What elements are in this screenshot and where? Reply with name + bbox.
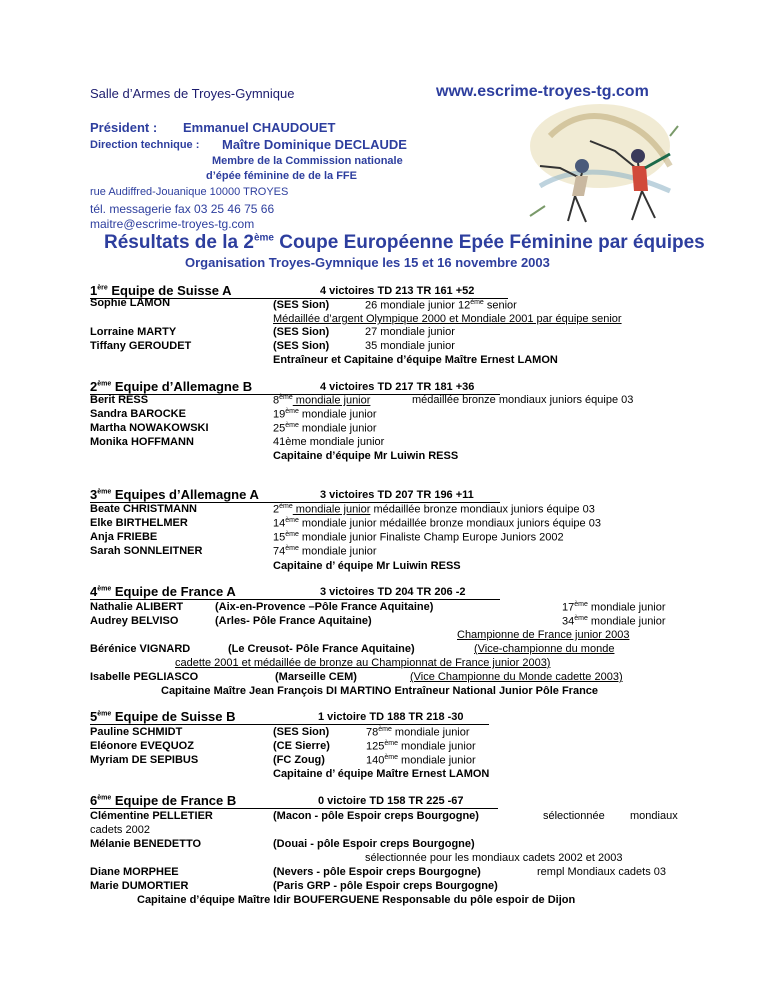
fencer-club: (Douai - pôle Espoir creps Bourgogne) [273,838,475,850]
fencer-detail: Médaillée d’argent Olympique 2000 et Mondiale 2001 par équipe senior [273,313,622,325]
fencer-name: Clémentine PELLETIER [90,810,213,822]
fencer-club: (SES Sion) [273,299,330,311]
fencer-detail: rempl Mondiaux cadets 03 [537,866,667,878]
team-captain: Entraîneur et Capitaine d’équipe Maître Ernest LAMON [273,354,558,366]
direction-label: Direction technique : [90,139,200,151]
fencer-name: Marie DUMORTIER [90,880,189,892]
club-name: Salle d’Armes de Troyes-Gymnique [90,86,295,101]
fencer-detail: 2ème mondiale junior médaillée bronze mondiaux juniors équipe 03 [273,503,595,516]
fencer-name: Diane MORPHEE [90,866,179,878]
fencer-detail: 15ème mondiale junior Finaliste Champ Europe Juniors 2002 [273,531,564,544]
fencer-club: (Macon - pôle Espoir creps Bourgogne) [273,810,479,822]
fencer-club: (Le Creusot- Pôle France Aquitaine) [228,643,415,655]
fencer-detail: médaillée bronze mondiaux juniors équipe 03 [412,394,634,406]
fencer-name: Sandra BAROCKE [90,408,186,420]
fencer-detail: sélectionnée pour les mondiaux cadets 2002 et 2003 [365,852,623,864]
fencer-club: (CE Sierre) [273,740,330,752]
website-link[interactable]: www.escrime-troyes-tg.com [436,83,649,100]
fencer-name: Sophie LAMON [90,297,171,309]
page-subtitle: Organisation Troyes-Gymnique les 15 et 16 novembre 2003 [185,255,550,270]
fencer-name: Monika HOFFMANN [90,436,194,448]
fencer-detail: cadets 2002 [90,824,150,836]
team-captain: Capitaine Maître Jean François DI MARTINO Entraîneur National Junior Pôle France [161,685,599,697]
fencer-club: (Paris GRP - pôle Espoir creps Bourgogne) [273,880,498,892]
address: rue Audiffred-Jouanique 10000 TROYES [90,186,289,198]
fencer-club: (FC Zoug) [273,754,325,766]
fencer-detail: (Vice-championne du monde [474,643,615,655]
fencer-detail: 25ème mondiale junior [273,422,377,435]
fencer-detail: Championne de France junior 2003 [457,629,630,641]
fencer-detail: 27 mondiale junior [365,326,455,338]
team-3-result: 3 victoires TD 207 TR 196 +11 [320,489,474,501]
fencer-detail: 26 mondiale junior 12ème senior [365,299,517,312]
team-5-result: 1 victoire TD 188 TR 218 -30 [318,711,464,723]
team-2-result: 4 victoires TD 217 TR 181 +36 [320,381,475,393]
fencer-club: (Nevers - pôle Espoir creps Bourgogne) [273,866,481,878]
fencer-name: Isabelle PEGLIASCO [90,671,199,683]
fencer-detail: 41ème mondiale junior [273,436,385,448]
team-6-heading: 6ème Equipe de France B [90,793,237,808]
fencers-illustration [520,96,685,231]
fencer-name: Myriam DE SEPIBUS [90,754,199,766]
fencer-name: Berit RESS [90,394,149,406]
fencer-name: Audrey BELVISO [90,615,179,627]
fencer-name: Elke BIRTHELMER [90,517,188,529]
fencer-club: (Arles- Pôle France Aquitaine) [215,615,372,627]
fencer-name: Tiffany GEROUDET [90,340,192,352]
team-4-result: 3 victoires TD 204 TR 206 -2 [320,586,466,598]
fencer-name: Sarah SONNLEITNER [90,545,203,557]
fencer-detail: 125ème mondiale junior [366,740,476,753]
fencer-detail: mondiaux [630,810,678,822]
fencer-detail: 74ème mondiale junior [273,545,377,558]
email-link[interactable]: maitre@escrime-troyes-tg.com [90,217,255,231]
fencer-detail: 19ème mondiale junior [273,408,377,421]
fencer-detail: 8ème mondiale junior [273,394,371,407]
fencer-detail: 14ème mondiale junior médaillée bronze mondiaux juniors équipe 03 [273,517,601,530]
president-name: Emmanuel CHAUDOUET [183,120,336,135]
fencer-detail: (Vice Championne du Monde cadette 2003) [410,671,623,683]
team-captain: Capitaine d’ équipe Mr Luiwin RESS [273,560,461,572]
president-label: Président : [90,120,158,135]
fencer-name: Bérénice VIGNARD [90,643,191,655]
commission-line-2: d’épée féminine de de la FFE [206,170,357,182]
phone: tél. messagerie fax 03 25 46 75 66 [90,202,275,216]
fencer-club: (Marseille CEM) [275,671,357,683]
fencer-detail: 17ème mondiale junior [562,601,666,614]
fencer-name: Eléonore EVEQUOZ [90,740,194,752]
team-3-heading: 3ème Equipes d’Allemagne A [90,487,259,502]
team-6-result: 0 victoire TD 158 TR 225 -67 [318,795,464,807]
fencer-name: Beate CHRISTMANN [90,503,197,515]
fencer-name: Mélanie BENEDETTO [90,838,202,850]
fencer-detail: 34ème mondiale junior [562,615,666,628]
page-title: Résultats de la 2ème Coupe Européenne Epée Féminine par équipes [104,232,705,253]
fencer-club: (SES Sion) [273,326,330,338]
fencer-detail: 78ème mondiale junior [366,726,470,739]
fencer-detail: 35 mondiale junior [365,340,455,352]
fencer-name: Nathalie ALIBERT [90,601,184,613]
team-captain: Capitaine d’équipe Mr Luiwin RESS [273,450,459,462]
team-captain: Capitaine d’ équipe Maître Ernest LAMON [273,768,490,780]
fencer-name: Pauline SCHMIDT [90,726,183,738]
fencer-detail: 140ème mondiale junior [366,754,476,767]
fencer-club: (SES Sion) [273,340,330,352]
team-1-result: 4 victoires TD 213 TR 161 +52 [320,285,475,297]
fencer-name: Martha NOWAKOWSKI [90,422,209,434]
commission-line-1: Membre de la Commission nationale [212,155,403,167]
fencer-detail: sélectionnée [543,810,605,822]
fencer-name: Anja FRIEBE [90,531,158,543]
fencer-detail: cadette 2001 et médaillée de bronze au Championnat de France junior 2003) [175,657,551,669]
team-2-heading: 2ème Equipe d’Allemagne B [90,379,253,394]
fencer-club: (Aix-en-Provence –Pôle France Aquitaine) [215,601,434,613]
fencer-club: (SES Sion) [273,726,330,738]
team-5-heading: 5ème Equipe de Suisse B [90,709,236,724]
direction-name: Maître Dominique DECLAUDE [222,137,407,152]
team-1-heading: 1ère Equipe de Suisse A [90,283,232,298]
team-captain: Capitaine d’équipe Maître Idir BOUFERGUENE Responsable du pôle espoir de Dijon [137,894,576,906]
fencer-name: Lorraine MARTY [90,326,177,338]
team-4-heading: 4ème Equipe de France A [90,584,236,599]
